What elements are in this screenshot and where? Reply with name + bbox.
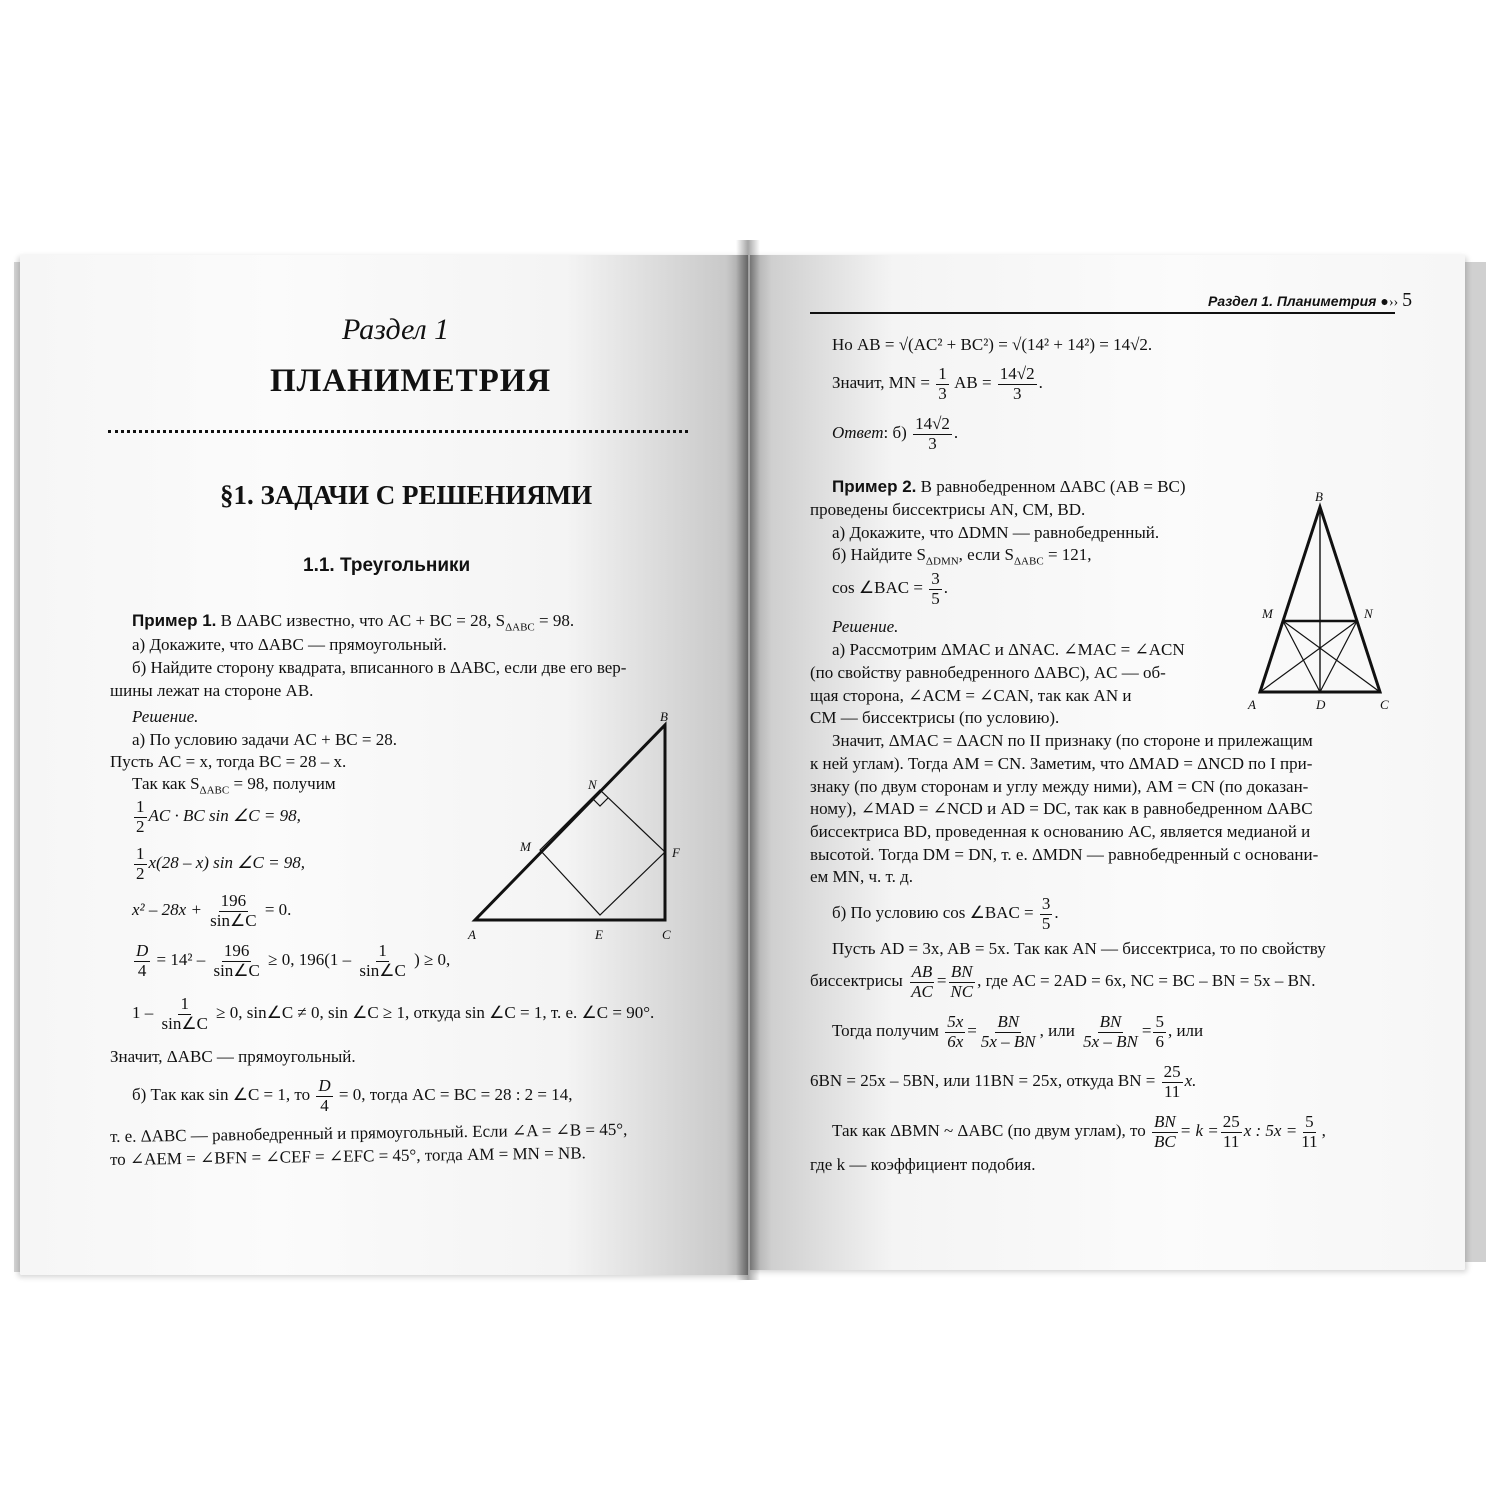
e2-question-b: [832, 545, 1092, 567]
s3-sub: ΔABC: [199, 784, 230, 797]
figure-2-triangle: [1240, 487, 1400, 712]
f1-tail: AC · BC sin ∠C = 98,: [148, 806, 301, 826]
fig1-label-c: C: [662, 927, 671, 942]
formula-1: [132, 798, 301, 836]
r2-n2: 14√2: [999, 364, 1035, 383]
question-b-line2: шины лежат на стороне AB.: [110, 681, 314, 700]
e2cos-den: 5: [931, 588, 940, 608]
solution-line2: Пусть AC = x, тогда BC = 28 – x.: [110, 752, 347, 771]
p17-n1: BN: [1153, 1112, 1176, 1131]
fig1-triangle-abc: [475, 725, 665, 920]
s3-head: Так как S: [132, 774, 200, 793]
e2-p8: ному), ∠MAD = ∠NCD и AD = DC, так как в равнобедренном ΔABC: [810, 799, 1313, 818]
e2-p13: Пусть AD = 3x, AB = 5x. Так как AN — биссектриса, то по свойству: [832, 939, 1326, 958]
solution-line5: [132, 1077, 573, 1115]
s5-den: 4: [320, 1095, 329, 1115]
p12-head: б) По условию cos ∠BAC =: [832, 903, 1034, 923]
r-line1: Но AB = √(AC² + BC²) = √(14² + 14²) = 14√2.: [832, 335, 1153, 354]
p16-head: 6BN = 25x – 5BN, или 11BN = 25x, откуда BN =: [810, 1071, 1156, 1091]
f5-den: sin∠C: [161, 1013, 208, 1033]
e2-p2: (по свойству равнобедренного ΔABC), AC — об-: [810, 663, 1166, 682]
e2-p16: [810, 1063, 1196, 1101]
s3-tail: = 98, получим: [229, 774, 336, 793]
f3-num: 196: [220, 891, 247, 910]
e2cos-num: 3: [931, 569, 940, 588]
fig1-shapes: [475, 725, 665, 920]
fig2-label-a: A: [1248, 697, 1256, 712]
fig1-label-m: M: [520, 839, 531, 854]
p17-n3: 5: [1305, 1112, 1314, 1131]
example1-line: [132, 611, 574, 633]
e2cos-head: cos ∠BAC =: [832, 578, 923, 598]
solution-line7: то ∠AEM = ∠BFN = ∠CEF = ∠EFC = 45°, тогда AM = MN = NB.: [109, 1143, 586, 1169]
r-line2: [832, 365, 1043, 403]
p15-tail: , или: [1167, 1021, 1204, 1041]
solution-label: Решение.: [132, 707, 199, 726]
e2-p7: знаку (по двум сторонам и углу между ними), AM = CN (по доказан-: [810, 777, 1309, 796]
f4-n2: 196: [223, 941, 250, 960]
r2-tail: .: [1038, 373, 1043, 393]
subsection-title: 1.1. Треугольники: [303, 555, 471, 576]
answer-head: Ответ: [832, 423, 884, 443]
question-a: а) Докажите, что ΔABC — прямоугольный.: [132, 635, 447, 654]
question-b-line1: б) Найдите сторону квадрата, вписанного в ΔABC, если две его вер-: [132, 658, 627, 677]
right-page: [750, 255, 1465, 1270]
figure-1-triangle: [460, 705, 700, 945]
p15-n4: 5: [1155, 1012, 1164, 1031]
running-header-text: Раздел 1. Планиметрия: [1208, 293, 1377, 309]
e2-p17: [832, 1113, 1326, 1151]
r2-d1: 3: [938, 383, 947, 403]
book-gutter-shadow: [736, 240, 760, 1280]
p15-mid: , или: [1039, 1021, 1075, 1041]
e2-p1: а) Рассмотрим ΔMAC и ΔNAC. ∠MAC = ∠ACN: [832, 640, 1185, 659]
e2-p12: [832, 895, 1059, 933]
chapter-label: Раздел 1: [342, 313, 450, 346]
p12-num: 3: [1041, 894, 1051, 913]
p14-d: AC: [911, 981, 933, 1001]
p15-d2: 5x – BN: [980, 1031, 1036, 1051]
e2b-sub1: ΔDMN: [925, 555, 959, 568]
solution-line1: а) По условию задачи AC + BC = 28.: [132, 730, 397, 749]
page-number: 5: [1402, 289, 1413, 311]
fig2-shapes: [1260, 507, 1380, 692]
running-header: [1208, 289, 1412, 312]
e2-line2: проведены биссектрисы AN, CM, BD.: [810, 500, 1086, 519]
bullet-icon: ●››: [1380, 295, 1399, 310]
p17-d3: 11: [1301, 1131, 1318, 1151]
f4-d2: sin∠C: [213, 960, 260, 980]
f5-head: 1 –: [132, 1003, 154, 1023]
p15-d4: 6: [1155, 1031, 1164, 1051]
formula-5: [132, 995, 654, 1033]
f2-tail: x(28 – x) sin ∠C = 98,: [148, 853, 306, 873]
e2-p4: CM — биссектрисы (по условию).: [810, 708, 1060, 727]
example2-line: [832, 477, 1186, 497]
r2-head: Значит, MN =: [832, 373, 931, 393]
e2b-mid: , если S: [958, 545, 1014, 564]
solution-line6: т. е. ΔABC — равнобедренный и прямоугольный. Если ∠A = ∠B = 45°,: [109, 1119, 628, 1146]
fig2-label-n: N: [1364, 606, 1373, 621]
e2b-head: б) Найдите S: [832, 545, 926, 564]
s5-head: б) Так как sin ∠C = 1, то: [132, 1085, 311, 1105]
p17-d1: BC: [1153, 1131, 1176, 1151]
e2-p10: высотой. Тогда DM = DN, т. е. ΔMDN — равнобедренный с основани-: [810, 845, 1319, 864]
fig1-label-f: F: [672, 845, 680, 860]
p17-mid: = k =: [1179, 1121, 1219, 1141]
f3-head: x² – 28x +: [132, 900, 202, 920]
p17-head: Так как ΔBMN ~ ΔABC (по двум углам), то: [832, 1121, 1146, 1141]
e2-p14: [810, 963, 1315, 1001]
fig2-label-c: C: [1380, 697, 1389, 712]
fig1-label-n: N: [588, 777, 597, 792]
f5-tail: ≥ 0, sin∠C ≠ 0, sin ∠C ≥ 1, откуда sin ∠C = 1, т. е. ∠C = 90°.: [216, 1003, 655, 1023]
answer-den: 3: [928, 433, 937, 453]
e2-p11: ем MN, ч. т. д.: [810, 867, 914, 886]
fig1-label-b: B: [660, 709, 668, 724]
f4-d3: sin∠C: [359, 960, 406, 980]
f4-tail: ) ≥ 0,: [414, 950, 451, 970]
f4-mid2: ≥ 0, 196(1 –: [268, 950, 352, 970]
e2-solution-label: Решение.: [832, 617, 899, 636]
p17-d2: 11: [1223, 1131, 1240, 1151]
solution-line3: [132, 774, 336, 796]
p12-den: 5: [1041, 913, 1051, 933]
p16-n: 25: [1163, 1062, 1181, 1081]
p17-mid2: x : 5x =: [1243, 1121, 1298, 1141]
e2-p6: к ней углам). Тогда AM = CN. Заметим, что ΔMAD = ΔNCD по I при-: [810, 754, 1313, 773]
p14-tail: , где AC = 2AD = 6x, NC = BC – BN = 5x – BN.: [977, 971, 1316, 991]
fig2-label-m: M: [1262, 606, 1273, 621]
p17-tail: ,: [1321, 1121, 1326, 1141]
f2-num: 1: [136, 844, 145, 863]
fig1-square-menf: [540, 790, 665, 915]
e2-p9: биссектриса BD, проведенная к основанию AC, является медианой и: [810, 822, 1311, 841]
chapter-title: ПЛАНИМЕТРИЯ: [270, 363, 552, 399]
p16-tail: x.: [1184, 1071, 1197, 1091]
p14-head: биссектрисы: [810, 971, 903, 991]
left-page: [20, 255, 748, 1275]
right-page-edge: [1462, 262, 1486, 1262]
e2-cos-line: [832, 570, 948, 608]
answer-tail: .: [953, 423, 959, 443]
example1-head: Пример 1.: [132, 611, 217, 630]
s5-num: D: [318, 1076, 331, 1095]
s5-tail: = 0, тогда AC = BC = 28 : 2 = 14,: [338, 1085, 573, 1105]
e2cos-tail: .: [943, 578, 948, 598]
p14-d2: NC: [950, 981, 974, 1001]
e2-p5: Значит, ΔMAC = ΔACN по II признаку (по стороне и прилежащим: [832, 731, 1313, 750]
dotted-divider: [108, 430, 688, 433]
f2-den: 2: [136, 863, 145, 883]
answer-num: 14√2: [915, 414, 950, 433]
solution-line4: Значит, ΔABC — прямоугольный.: [110, 1047, 356, 1066]
fig2-label-d: D: [1316, 697, 1326, 712]
answer-mid: : б): [883, 423, 907, 443]
f3-tail: = 0.: [264, 900, 292, 920]
p15-n3: BN: [1099, 1012, 1122, 1031]
p15-n1: 5x: [947, 1012, 964, 1031]
e2b-sub2: ΔABC: [1013, 555, 1044, 568]
f4-mid: = 14² –: [156, 950, 206, 970]
fig2-segment-dn: [1320, 621, 1357, 692]
p12-tail: .: [1054, 903, 1059, 923]
example1-sub: ΔABC: [505, 621, 535, 634]
p15-n2: BN: [997, 1012, 1020, 1031]
formula-2: [132, 845, 305, 883]
p17-n2: 25: [1222, 1112, 1240, 1131]
f4-d1: 4: [137, 960, 147, 980]
f4-n3: 1: [378, 941, 387, 960]
section-title: §1. ЗАДАЧИ С РЕШЕНИЯМИ: [220, 480, 593, 510]
e2-p18: где k — коэффициент подобия.: [810, 1155, 1036, 1174]
fig2-segment-dm: [1283, 621, 1320, 692]
example1-tail: = 98.: [534, 611, 575, 630]
example2-text: В равнобедренном ΔABC (AB = BC): [920, 477, 1186, 496]
f5-num: 1: [180, 994, 189, 1013]
formula-3: [132, 892, 291, 930]
p16-d: 11: [1163, 1081, 1181, 1101]
example1-text: В ΔABC известно, что AC + BC = 28, S: [220, 611, 506, 630]
p15-d3: 5x – BN: [1083, 1031, 1138, 1051]
header-rule: [810, 312, 1395, 314]
fig2-bisector-cm: [1283, 621, 1380, 692]
p15-head: Тогда получим: [832, 1021, 939, 1041]
formula-4: [132, 942, 450, 980]
e2b-tail: = 121,: [1043, 545, 1092, 564]
r2-mid: AB =: [954, 373, 992, 393]
f3-den: sin∠C: [210, 910, 257, 930]
fig1-label-e: E: [595, 927, 603, 942]
p14-n2: BN: [950, 962, 973, 981]
fig2-bisector-an: [1260, 621, 1357, 692]
answer-line: [832, 415, 958, 453]
example2-head: Пример 2.: [832, 477, 917, 496]
fig1-label-a: A: [468, 927, 476, 942]
p15-d1: 6x: [947, 1031, 964, 1051]
f1-den: 2: [136, 816, 145, 836]
f4-n1: D: [136, 941, 149, 960]
r2-n1: 1: [938, 364, 947, 383]
p14-n: AB: [911, 962, 933, 981]
r2-d2: 3: [1012, 383, 1022, 403]
e2-p3: щая сторона, ∠ACM = ∠CAN, так как AN и: [810, 686, 1132, 705]
f1-num: 1: [136, 797, 145, 816]
e2-question-a: а) Докажите, что ΔDMN — равнобедренный.: [832, 523, 1160, 542]
fig2-label-b: B: [1315, 489, 1323, 504]
p14-eq: =: [936, 971, 947, 991]
e2-p15: Тогда получим $\frac{5x}{6x}$ = $\frac{BN}{5x - BN}$ , или $\frac{BN}{5x - BN}$ = $\frac{5}{6}$ , или: [832, 1012, 1204, 1051]
